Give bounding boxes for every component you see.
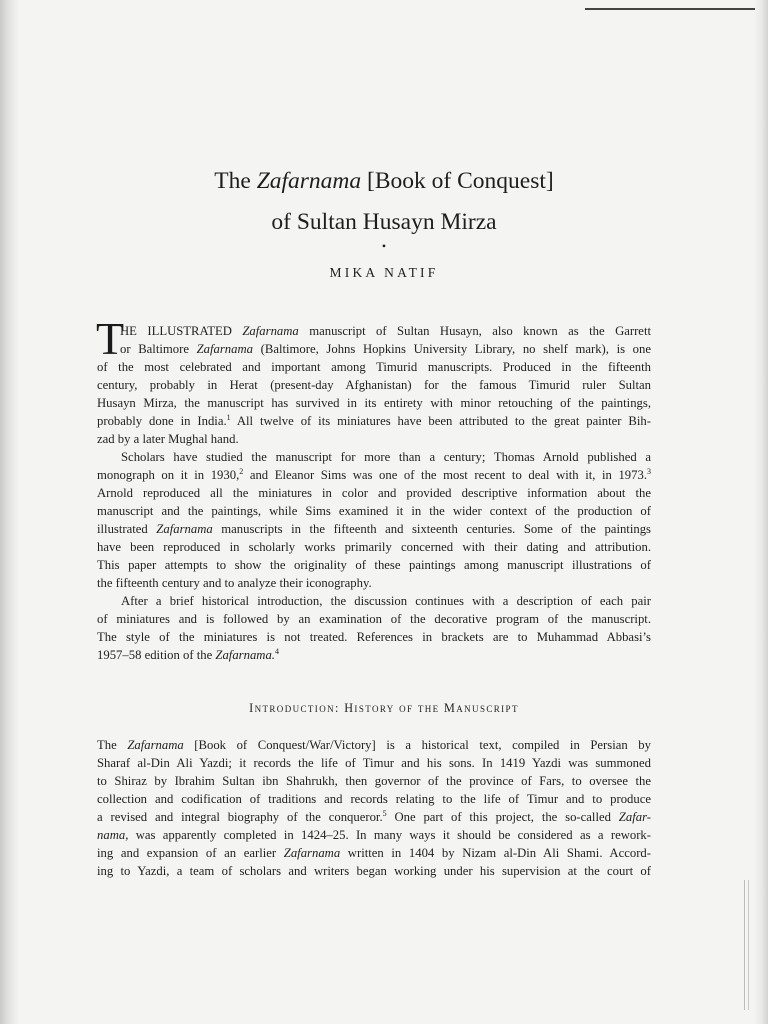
text-line xyxy=(97,574,651,592)
text-segment: probably done in India. xyxy=(97,414,227,428)
text-segment: One part of this project, the so-called xyxy=(386,810,619,824)
text-segment: Zafarnama xyxy=(283,846,341,860)
section-heading: Introduction: History of the Manuscript xyxy=(249,701,519,715)
title-italic: Zafarnama xyxy=(256,168,362,194)
text-line xyxy=(120,340,651,358)
text-segment: a revised and integral biography of the conqueror. xyxy=(97,810,383,824)
author-name: MIKA NATIF xyxy=(329,265,439,280)
text-line xyxy=(97,502,651,520)
text-segment: and Eleanor Sims was one of the most recent to deal with it, in 1973. xyxy=(243,468,647,482)
text-segment: or Baltimore xyxy=(120,342,197,356)
text-segment: Zafarnama xyxy=(127,738,184,752)
text-line xyxy=(120,322,651,340)
text-segment: was apparently completed in 1424–25. In many ways it should be considered as a rework- xyxy=(128,828,651,842)
article-title-line-2: of Sultan Husayn Mirza xyxy=(271,209,497,235)
text-segment: Zafarnama xyxy=(242,324,299,338)
text-segment: All twelve of its miniatures have been attributed to the great painter Bih- xyxy=(230,414,651,428)
text-segment: collection and codification of traditions and records relating to the life of Timur and to produce xyxy=(97,792,651,806)
text-segment: the fifteenth century and to analyze their iconography. xyxy=(97,576,372,590)
text-segment: Zafarnama xyxy=(196,342,253,356)
title-bullet: • xyxy=(381,239,387,253)
text-line xyxy=(97,754,651,772)
text-segment: The style of the miniatures is not treated. References in brackets are to Muhammad Abbasi’s xyxy=(97,630,651,644)
text-line xyxy=(97,466,651,484)
text-line xyxy=(97,772,651,790)
text-segment: to Shiraz by Ibrahim Sultan ibn Shahrukh, then governor of the province of Fars, to oversee the xyxy=(97,774,651,788)
text-line xyxy=(97,628,651,646)
text-line xyxy=(97,862,651,880)
text-segment: Zafarnama. xyxy=(215,648,275,662)
text-segment: manuscripts in the fifteenth and sixteenth centuries. Some of the paintings xyxy=(212,522,651,536)
text-line xyxy=(97,736,651,754)
text-segment: zad by a later Mughal hand. xyxy=(97,432,239,446)
text-segment: Zafar- xyxy=(618,810,651,824)
text-line xyxy=(97,808,651,826)
footnote-ref: 4 xyxy=(274,647,279,656)
text-segment: [Book of Conquest/War/Victory] is a historical text, compiled in Persian by xyxy=(183,738,651,752)
footnote-ref: 1 xyxy=(226,413,231,422)
text-segment: nama, xyxy=(97,828,129,842)
text-segment: (Baltimore, Johns Hopkins University Library, no shelf mark), is one xyxy=(253,342,651,356)
text-line xyxy=(97,430,651,448)
text-segment: Sharaf al-Din Ali Yazdi; it records the life of Timur and his sons. In 1419 Yazdi was summoned xyxy=(97,756,651,770)
text-line xyxy=(97,412,651,430)
text-line xyxy=(97,394,651,412)
text-segment: Scholars have studied the manuscript for more than a century; Thomas Arnold published a xyxy=(121,450,651,464)
text-line xyxy=(97,484,651,502)
drop-cap: T xyxy=(96,313,125,364)
title-suffix: [Book of Conquest] xyxy=(361,168,554,194)
text-segment: Arnold reproduced all the miniatures in color and provided descriptive information about the xyxy=(97,486,651,500)
text-line xyxy=(97,646,651,664)
text-segment: The xyxy=(97,738,128,752)
text-line xyxy=(97,376,651,394)
text-line xyxy=(97,358,651,376)
scan-left-edge xyxy=(0,0,20,1024)
text-line xyxy=(97,520,651,538)
footnote-ref: 2 xyxy=(239,467,244,476)
text-line xyxy=(97,610,651,628)
text-segment: Zafarnama xyxy=(156,522,213,536)
text-segment: After a brief historical introduction, the discussion continues with a description of each pair xyxy=(121,594,651,608)
footnote-ref: 3 xyxy=(647,467,651,476)
binding-marks xyxy=(744,880,749,1010)
text-segment: Husayn Mirza, the manuscript has survived in its entirety with minor retouching of the paintings, xyxy=(97,396,651,410)
text-line xyxy=(97,826,651,844)
text-line xyxy=(97,844,651,862)
text-segment: written in 1404 by Nizam al-Din Ali Shami. Accord- xyxy=(340,846,651,860)
scan-right-edge xyxy=(754,0,768,1024)
text-segment: century, probably in Herat (present-day Afghanistan) for the famous Timurid ruler Sultan xyxy=(97,378,651,392)
text-line xyxy=(97,538,651,556)
text-segment: manuscript and the paintings, while Sims examined it in the wider context of the production of xyxy=(97,504,651,518)
title-prefix: The xyxy=(214,168,257,194)
text-segment: ing and expansion of an earlier xyxy=(97,846,284,860)
text-segment: HE ILLUSTRATED xyxy=(120,324,243,338)
text-segment: manuscript of Sultan Husayn, also known as the Garrett xyxy=(298,324,651,338)
text-line xyxy=(97,556,651,574)
text-line xyxy=(121,448,651,466)
text-segment: ing to Yazdi, a team of scholars and writers began working under his supervision at the court of xyxy=(97,864,651,878)
text-segment: This paper attempts to show the originality of these paintings among manuscript illustrations of xyxy=(97,558,651,572)
header-rule xyxy=(585,8,755,10)
text-segment: of miniatures and is followed by an examination of the decorative program of the manuscript. xyxy=(97,612,651,626)
text-segment: of the most celebrated and important among Timurid manuscripts. Produced in the fifteenth xyxy=(97,360,651,374)
article-title-line-1 xyxy=(0,170,768,194)
text-segment: monograph on it in 1930, xyxy=(97,468,240,482)
text-line xyxy=(121,592,651,610)
text-line xyxy=(97,790,651,808)
text-segment: have been reproduced in scholarly works primarily concerned with their dating and attribution. xyxy=(97,540,651,554)
text-segment: 1957–58 edition of the xyxy=(97,648,216,662)
footnote-ref: 5 xyxy=(382,809,387,818)
text-segment: illustrated xyxy=(97,522,157,536)
